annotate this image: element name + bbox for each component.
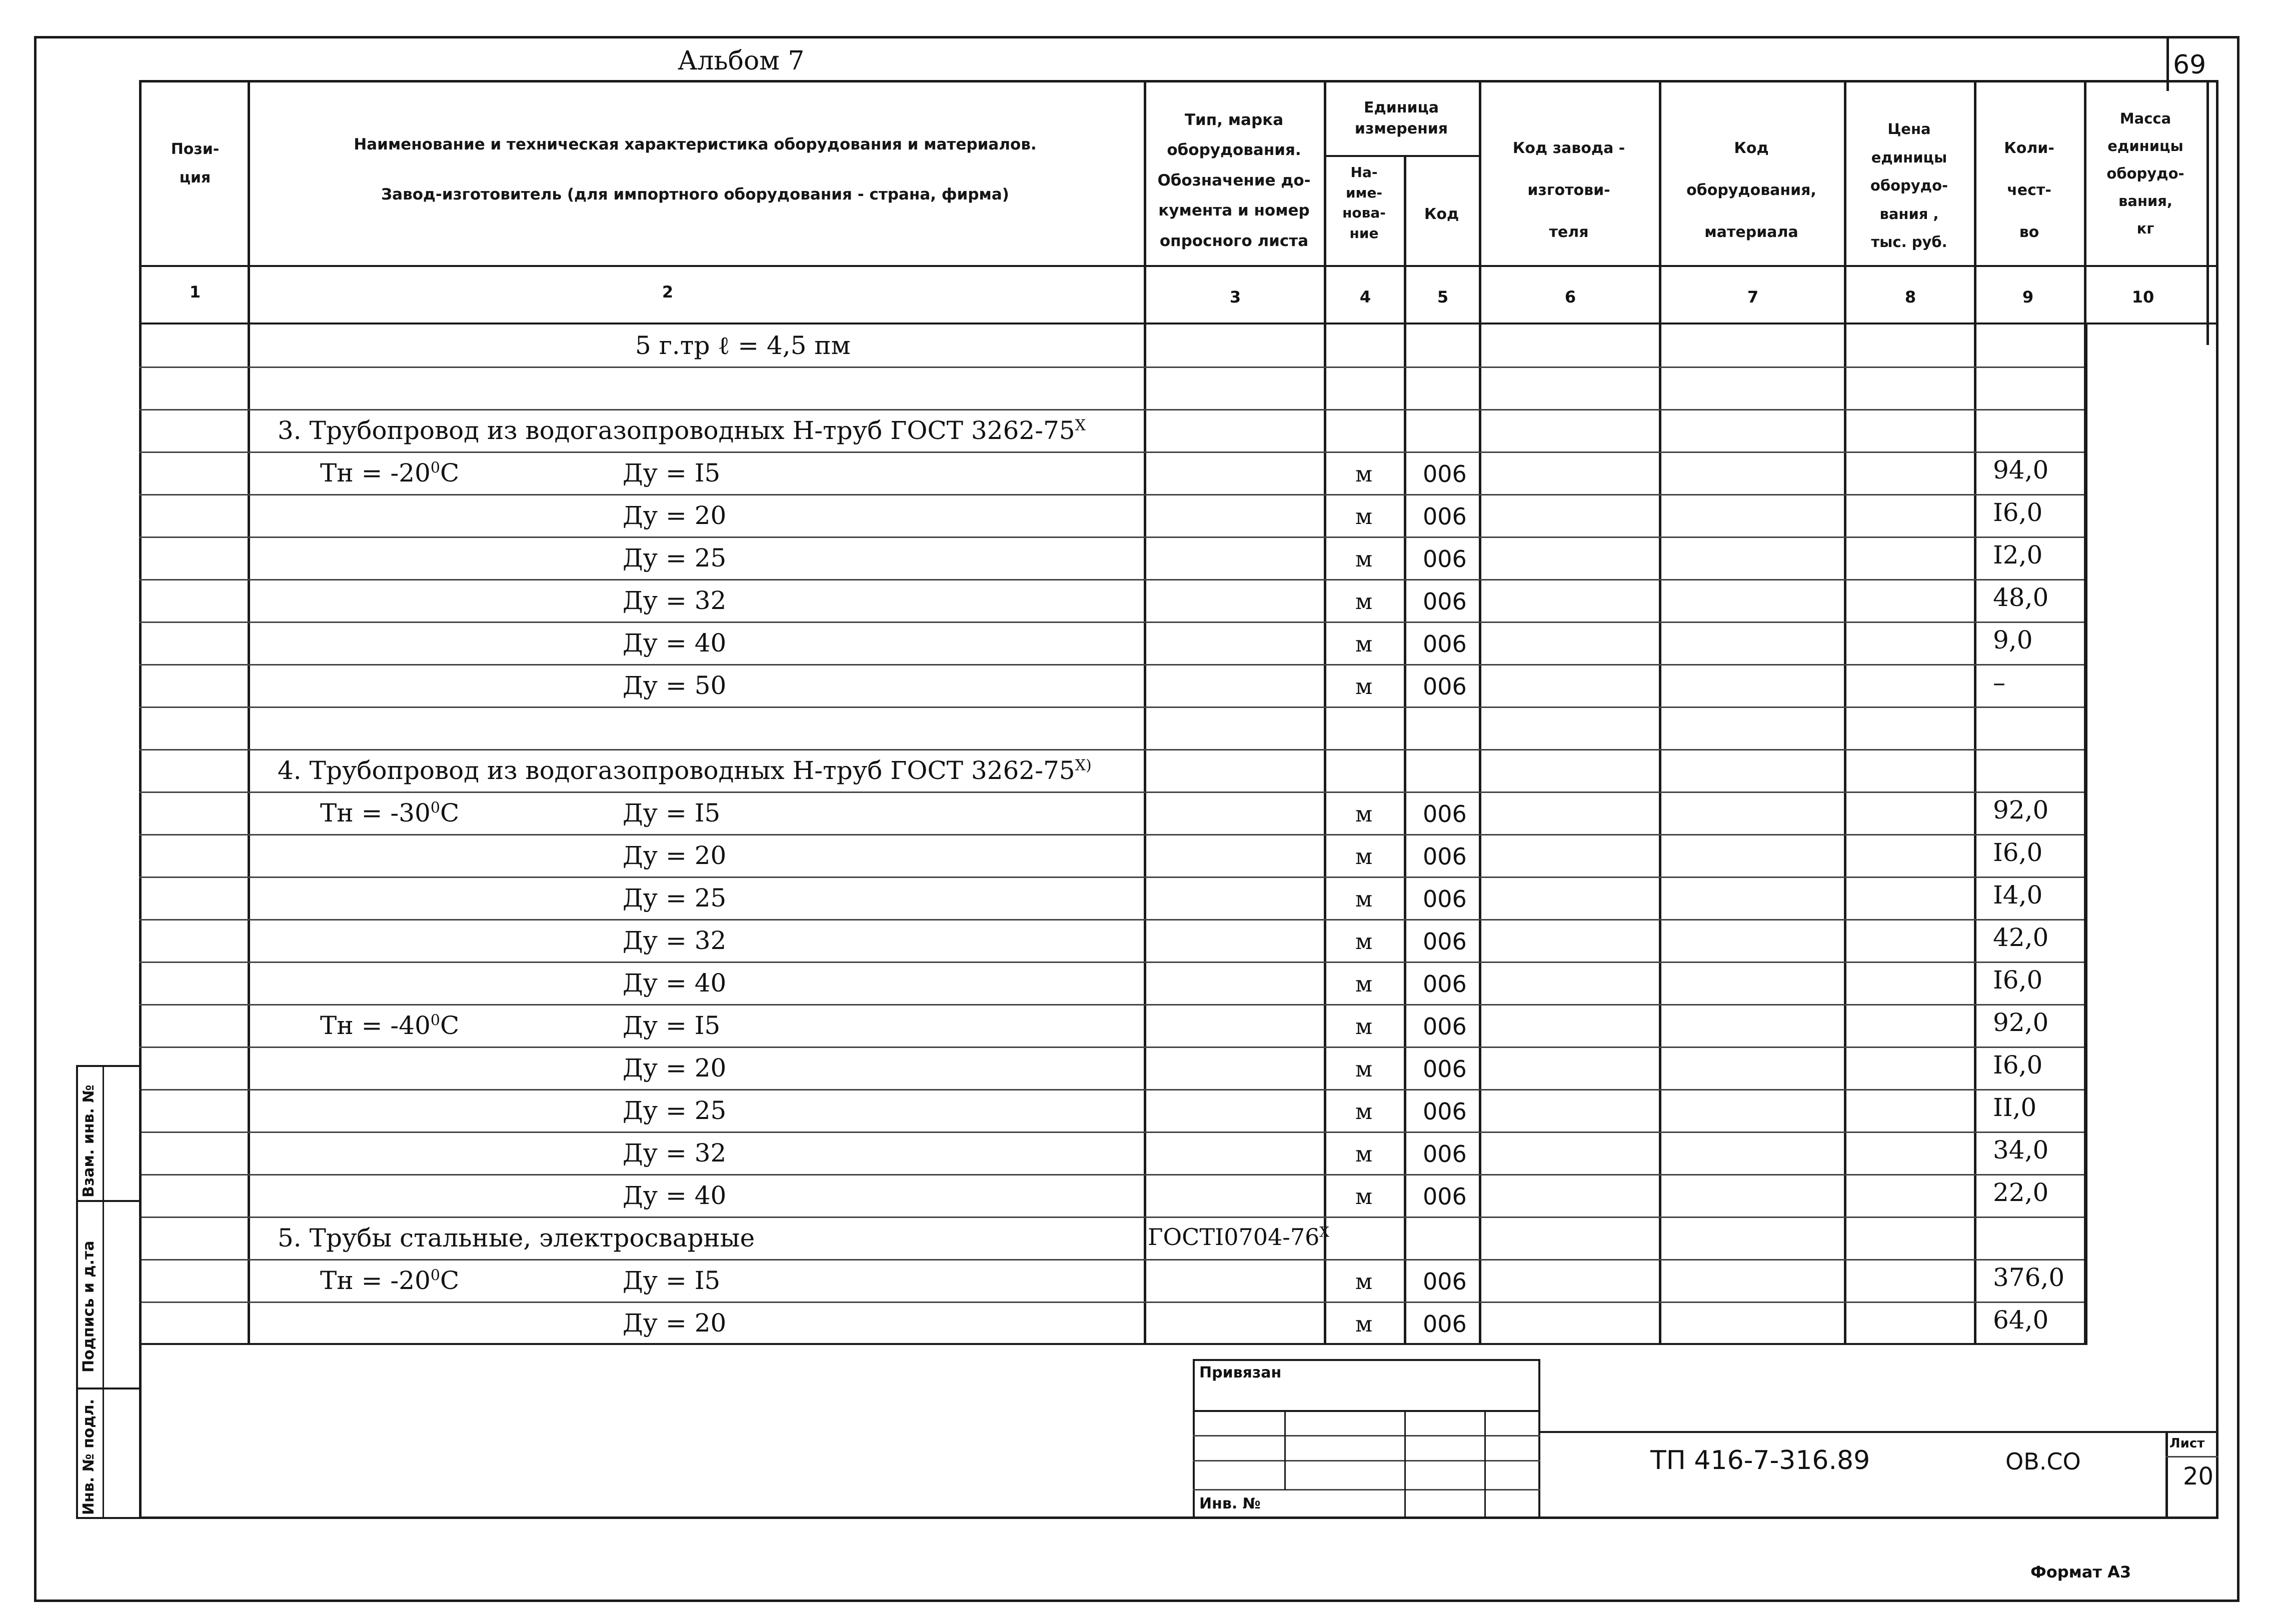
quantity-cell: I6,0 <box>1993 1050 2043 1080</box>
page-number: 69 <box>2173 50 2206 80</box>
col10-header: Масса единицы оборудо- вания, кг <box>2106 110 2184 238</box>
col-line-6 <box>1659 80 1661 1345</box>
row-heading: 4. Трубопровод из водогазопроводных Н-труб ГОСТ $3262-75^{X)}$ <box>278 756 1092 785</box>
title-block-line <box>1540 1431 2218 1433</box>
stamp-line-4 <box>1193 1489 1540 1490</box>
colnum-5: 5 <box>1437 288 1449 306</box>
col4-header: На- име- нова- ние <box>1342 164 1386 242</box>
code-cell: 006 <box>1423 588 1467 615</box>
quantity-cell: 376,0 <box>1993 1263 2065 1292</box>
code-cell: 006 <box>1423 546 1467 572</box>
col8-header: Цена единицы оборудо- вания , тыс. руб. <box>1870 120 1948 251</box>
diameter-label: Ду = 40 <box>623 628 727 658</box>
code-cell: 006 <box>1423 1310 1467 1338</box>
inv-no-label: Инв. № <box>1199 1495 1261 1512</box>
unit-cell: м <box>1355 1184 1373 1210</box>
diameter-label: Ду = 25 <box>623 1096 727 1125</box>
col9-header: Коли- чест- во <box>2004 140 2054 241</box>
format-label: Формат А3 <box>2030 1562 2131 1582</box>
diameter-label: Ду = I5 <box>623 798 721 828</box>
quantity-cell: 42,0 <box>1993 923 2049 952</box>
code-cell: 006 <box>1423 886 1467 912</box>
degree-superscript: 0 <box>430 799 440 817</box>
quantity-cell: I4,0 <box>1993 880 2043 910</box>
row-heading: 5. Трубы стальные, электросварные <box>278 1224 755 1252</box>
col-line-7 <box>1844 80 1846 1345</box>
temperature-label: Тн = $-30^0С$ <box>320 798 460 828</box>
col5-header: Код <box>1424 206 1459 223</box>
diameter-label: Ду = 32 <box>623 1138 727 1168</box>
row-heading: 3. Трубопровод из водогазопроводных Н-труб ГОСТ $3262-75^X$ <box>278 416 1086 445</box>
row-divider <box>139 366 2084 368</box>
table-body-bottom <box>139 1343 2084 1345</box>
header-bottom-line <box>139 265 2218 267</box>
diameter-label: Ду = I5 <box>623 458 721 488</box>
diameter-label: Ду = 20 <box>623 501 727 530</box>
diameter-label: Ду = 20 <box>623 841 727 870</box>
row-divider <box>139 919 2084 920</box>
col6-header: Код завода - изготови- теля <box>1512 140 1625 241</box>
unit-cell: м <box>1355 674 1373 700</box>
row-divider <box>139 1174 2084 1176</box>
row-divider <box>139 1216 2084 1218</box>
col-line-10 <box>2206 80 2209 345</box>
row-divider <box>139 1046 2084 1048</box>
doc-designation: $ГОСТI0704-76^X$ <box>1148 1224 1330 1250</box>
unit-cell: м <box>1355 1056 1373 1082</box>
row-divider <box>139 664 2084 666</box>
colnum-8: 8 <box>1904 288 1916 306</box>
colnum-6: 6 <box>1564 288 1576 306</box>
col-line-1 <box>248 80 250 1345</box>
row-divider <box>139 792 2084 793</box>
code-cell: 006 <box>1423 1268 1467 1295</box>
colnum-3: 3 <box>1229 288 1241 306</box>
unit-cell: м <box>1355 1099 1373 1124</box>
side-stamp-line-2 <box>76 1388 142 1390</box>
attached-label: Привязан <box>1199 1364 1282 1382</box>
unit-cell: м <box>1355 1312 1373 1337</box>
temperature-label: Тн = $-40^0С$ <box>320 1011 460 1040</box>
side-label-inv-podl: Инв. № подл. <box>80 1398 98 1515</box>
album-title: Альбом 7 <box>678 46 805 76</box>
unit-header: Единица измерения <box>1354 99 1448 138</box>
col-line-5 <box>1479 80 1481 1345</box>
heading-superscript: X <box>1075 416 1086 434</box>
row-divider <box>139 622 2084 623</box>
unit-cell: м <box>1355 1014 1373 1040</box>
stamp-line-3 <box>1193 1460 1540 1462</box>
code-cell: 006 <box>1423 1098 1467 1125</box>
col-line-8 <box>1974 80 1976 1345</box>
quantity-cell: II,0 <box>1993 1093 2037 1122</box>
unit-cell: м <box>1355 1269 1373 1294</box>
diameter-label: Ду = 50 <box>623 671 727 700</box>
stamp-vline-1 <box>1284 1410 1286 1490</box>
row-divider <box>139 494 2084 496</box>
quantity-cell: I6,0 <box>1993 966 2043 994</box>
unit-cell: м <box>1355 972 1373 997</box>
side-stamp-divider <box>103 1065 104 1519</box>
side-label-inv-vz: Взам. инв. № <box>80 1084 98 1198</box>
sheet-number: 20 <box>2183 1462 2214 1490</box>
col-line-3 <box>1324 80 1326 1345</box>
col-line-2 <box>1144 80 1146 1345</box>
quantity-cell: 48,0 <box>1993 583 2049 612</box>
row-divider <box>139 579 2084 580</box>
row-divider <box>139 1004 2084 1006</box>
row-divider <box>139 749 2084 750</box>
col3-header: Тип, марка оборудования. Обозначение до- кумента и номер опросного листа <box>1157 111 1311 250</box>
side-stamp-line-1 <box>76 1200 142 1202</box>
document-code: ТП 416-7-316.89 <box>1650 1446 1870 1476</box>
unit-cell: м <box>1355 886 1373 912</box>
sheet-label: Лист <box>2169 1436 2205 1451</box>
side-label-sign-date: Подпись и д.та <box>80 1240 98 1372</box>
quantity-cell: 64,0 <box>1993 1306 2049 1334</box>
temperature-label: Тн = $-20^0С$ <box>320 1266 460 1295</box>
col2-header-line2: Завод-изготовитель (для импортного оборудования - страна, фирма) <box>381 186 1009 204</box>
diameter-label: Ду = 32 <box>623 586 727 615</box>
quantity-cell: 34,0 <box>1993 1136 2049 1164</box>
code-cell: 006 <box>1423 460 1467 488</box>
colnum-1: 1 <box>189 282 201 302</box>
heading-superscript: X) <box>1075 756 1092 774</box>
stamp-line-1 <box>1193 1410 1540 1412</box>
row-divider <box>139 1259 2084 1260</box>
diameter-label: Ду = I5 <box>623 1266 721 1295</box>
row-divider <box>139 452 2084 453</box>
code-cell: 006 <box>1423 673 1467 700</box>
unit-cell: м <box>1355 802 1373 827</box>
quantity-cell: I6,0 <box>1993 498 2043 527</box>
row-divider <box>139 834 2084 836</box>
colnum-4: 4 <box>1359 288 1371 306</box>
row-divider <box>139 1089 2084 1090</box>
section-code: ОВ.СО <box>2005 1448 2081 1475</box>
degree-superscript: 0 <box>430 1266 440 1284</box>
colnum-9: 9 <box>2022 288 2034 306</box>
quantity-cell: 92,0 <box>1993 796 2049 824</box>
qty-column-right-border <box>2084 322 2087 1345</box>
row-divider <box>139 962 2084 963</box>
unit-cell: м <box>1355 929 1373 954</box>
code-cell: 006 <box>1423 970 1467 998</box>
stamp-line-2 <box>1193 1435 1540 1436</box>
code-cell: 006 <box>1423 630 1467 658</box>
quantity-cell: 92,0 <box>1993 1008 2049 1037</box>
code-cell: 006 <box>1423 1013 1467 1040</box>
sheet-cell-divider <box>2165 1431 2168 1519</box>
diameter-label: Ду = 20 <box>623 1308 727 1338</box>
code-cell: 006 <box>1423 928 1467 955</box>
row-divider <box>139 876 2084 878</box>
stamp-vline-3 <box>1484 1410 1486 1519</box>
colnum-2: 2 <box>662 282 674 302</box>
unit-header-split <box>1324 155 1479 157</box>
col1-header: Пози- ция <box>171 140 220 186</box>
row-divider <box>139 1302 2084 1303</box>
col2-header-line1: Наименование и техническая характеристика оборудования и материалов. <box>354 136 1037 154</box>
quantity-cell: – <box>1993 668 2005 697</box>
sheet-cell-line <box>2165 1456 2218 1458</box>
quantity-cell: 94,0 <box>1993 456 2049 484</box>
quantity-cell: 22,0 <box>1993 1178 2049 1207</box>
diameter-label: Ду = 32 <box>623 926 727 955</box>
diameter-label: Ду = I5 <box>623 1011 721 1040</box>
colnum-bottom-line <box>139 322 2218 324</box>
row-divider <box>139 706 2084 708</box>
unit-cell: м <box>1355 462 1373 487</box>
code-cell: 006 <box>1423 1183 1467 1210</box>
diameter-label: Ду = 40 <box>623 1181 727 1210</box>
row-heading: 5 г.тр ℓ = 4,5 пм <box>635 331 851 360</box>
code-cell: 006 <box>1423 503 1467 530</box>
unit-cell: м <box>1355 1142 1373 1167</box>
code-cell: 006 <box>1423 1140 1467 1168</box>
code-cell: 006 <box>1423 800 1467 828</box>
unit-cell: м <box>1355 632 1373 657</box>
row-divider <box>139 1132 2084 1133</box>
unit-cell: м <box>1355 504 1373 530</box>
stamp-vline-2 <box>1404 1410 1406 1519</box>
diameter-label: Ду = 40 <box>623 968 727 998</box>
row-divider <box>139 536 2084 538</box>
doc-superscript: X <box>1319 1224 1330 1240</box>
col7-header: Код оборудования, материала <box>1686 140 1816 241</box>
quantity-cell: I6,0 <box>1993 838 2043 867</box>
unit-cell: м <box>1355 546 1373 572</box>
row-divider <box>139 409 2084 410</box>
quantity-cell: I2,0 <box>1993 540 2043 570</box>
degree-superscript: 0 <box>430 459 440 477</box>
diameter-label: Ду = 20 <box>623 1054 727 1082</box>
diameter-label: Ду = 25 <box>623 544 727 572</box>
temperature-label: Тн = $-20^0С$ <box>320 458 460 488</box>
unit-cell: м <box>1355 844 1373 870</box>
colnum-10: 10 <box>2131 288 2154 306</box>
degree-superscript: 0 <box>430 1012 440 1030</box>
code-cell: 006 <box>1423 1056 1467 1082</box>
unit-cell: м <box>1355 589 1373 614</box>
colnum-7: 7 <box>1747 288 1759 306</box>
quantity-cell: 9,0 <box>1993 626 2033 654</box>
code-cell: 006 <box>1423 843 1467 870</box>
diameter-label: Ду = 25 <box>623 884 727 912</box>
